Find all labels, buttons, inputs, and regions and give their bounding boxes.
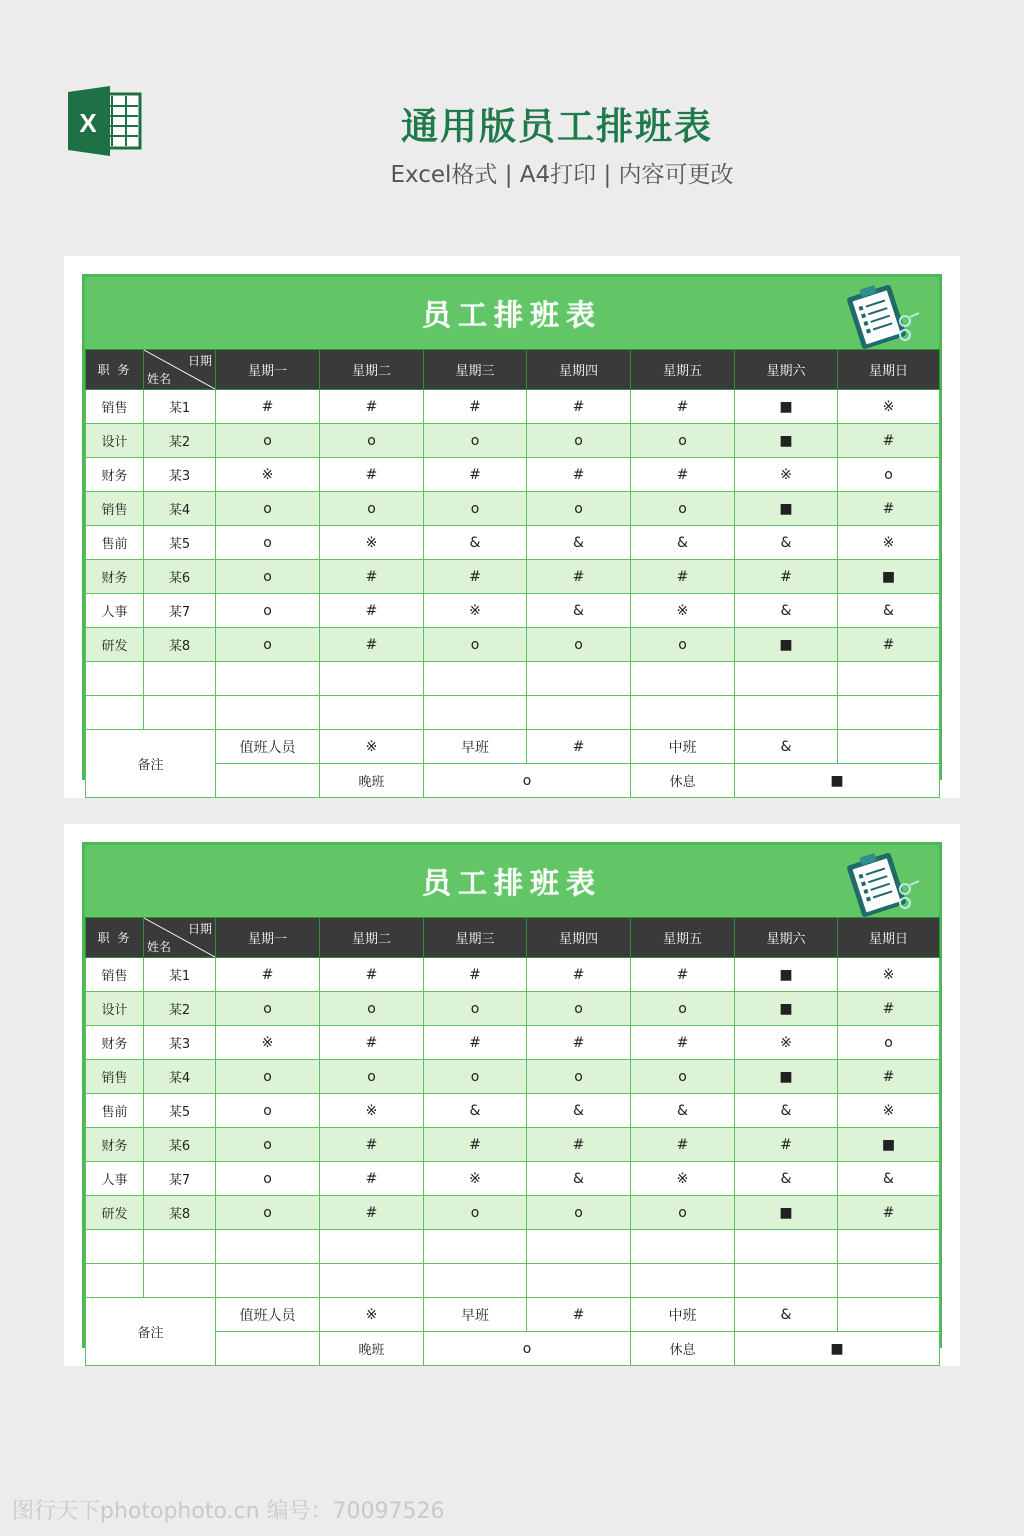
table-row <box>86 1162 940 1196</box>
notes-cell: 早班 <box>424 730 527 764</box>
shift-cell: # <box>838 992 940 1026</box>
shift-cell: ※ <box>735 458 838 492</box>
notes-cell: & <box>735 1298 838 1332</box>
table-row <box>86 390 940 424</box>
shift-cell: # <box>424 1128 527 1162</box>
shift-cell: ■ <box>735 492 838 526</box>
shift-cell: o <box>631 628 735 662</box>
empty-cell <box>838 1264 940 1298</box>
day-header: 星期日 <box>838 350 940 390</box>
shift-cell: # <box>320 958 424 992</box>
shift-cell: ※ <box>838 1094 940 1128</box>
name-cell: 某4 <box>144 492 216 526</box>
table-row <box>86 1196 940 1230</box>
name-cell: 某1 <box>144 958 216 992</box>
clipboard-icon <box>839 281 921 347</box>
empty-cell <box>527 1264 631 1298</box>
table-row <box>86 1094 940 1128</box>
name-cell: 某3 <box>144 458 216 492</box>
schedule-card-1 <box>64 256 960 798</box>
notes-cell: ※ <box>320 730 424 764</box>
shift-cell: & <box>631 526 735 560</box>
shift-cell: # <box>424 390 527 424</box>
day-header: 星期一 <box>216 918 320 958</box>
shift-cell: & <box>735 1094 838 1128</box>
shift-cell: # <box>838 1196 940 1230</box>
shift-cell: o <box>527 1060 631 1094</box>
shift-cell: # <box>527 560 631 594</box>
table-row <box>86 458 940 492</box>
shift-cell: # <box>631 1128 735 1162</box>
shift-cell: ■ <box>735 958 838 992</box>
position-cell: 财务 <box>86 458 144 492</box>
shift-cell: ■ <box>735 628 838 662</box>
shift-cell: # <box>631 560 735 594</box>
position-cell: 研发 <box>86 1196 144 1230</box>
empty-cell <box>527 696 631 730</box>
shift-cell: ※ <box>631 594 735 628</box>
name-cell: 某5 <box>144 1094 216 1128</box>
shift-cell: o <box>320 1060 424 1094</box>
notes-cell <box>216 764 320 798</box>
notes-cell: 中班 <box>631 1298 735 1332</box>
schedule-rows <box>86 390 940 798</box>
sheet-title: 员工排班表 <box>421 865 602 900</box>
shift-cell: # <box>320 458 424 492</box>
shift-cell: & <box>631 1094 735 1128</box>
empty-row <box>86 662 940 696</box>
shift-cell: # <box>631 1026 735 1060</box>
name-cell: 某8 <box>144 628 216 662</box>
shift-cell: o <box>320 424 424 458</box>
table-row <box>86 594 940 628</box>
name-cell: 某7 <box>144 594 216 628</box>
position-cell: 人事 <box>86 1162 144 1196</box>
empty-cell <box>838 662 940 696</box>
empty-row <box>86 696 940 730</box>
shift-cell: # <box>424 1026 527 1060</box>
schedule-rows <box>86 958 940 1366</box>
shift-cell: & <box>838 1162 940 1196</box>
shift-cell: o <box>424 628 527 662</box>
shift-cell: # <box>320 594 424 628</box>
shift-cell: ※ <box>838 526 940 560</box>
empty-cell <box>216 1264 320 1298</box>
corner-date-label: 日期 <box>187 922 212 936</box>
empty-cell <box>320 1230 424 1264</box>
position-cell: 销售 <box>86 390 144 424</box>
position-cell: 售前 <box>86 526 144 560</box>
notes-cell: 值班人员 <box>216 730 320 764</box>
shift-cell: & <box>424 1094 527 1128</box>
position-cell: 财务 <box>86 560 144 594</box>
day-header-row <box>86 918 940 958</box>
shift-cell: o <box>216 992 320 1026</box>
shift-cell: o <box>631 1060 735 1094</box>
table-row <box>86 1060 940 1094</box>
notes-cell: 休息 <box>631 764 735 798</box>
shift-cell: ■ <box>735 992 838 1026</box>
shift-cell: # <box>838 492 940 526</box>
corner-date-label: 日期 <box>187 354 212 368</box>
shift-cell: o <box>527 992 631 1026</box>
table-row <box>86 958 940 992</box>
shift-cell: # <box>320 628 424 662</box>
shift-cell: o <box>320 492 424 526</box>
empty-cell <box>216 662 320 696</box>
shift-cell: # <box>320 1026 424 1060</box>
day-header: 星期五 <box>631 918 735 958</box>
name-cell: 某8 <box>144 1196 216 1230</box>
empty-cell <box>735 696 838 730</box>
schedule-table <box>85 917 940 1366</box>
shift-cell: # <box>838 1060 940 1094</box>
notes-cell: 早班 <box>424 1298 527 1332</box>
shift-cell: # <box>320 560 424 594</box>
shift-cell: ※ <box>216 458 320 492</box>
shift-cell: & <box>735 526 838 560</box>
day-header: 星期二 <box>320 918 424 958</box>
shift-cell: o <box>424 1060 527 1094</box>
shift-cell: # <box>424 958 527 992</box>
empty-cell <box>86 662 144 696</box>
notes-cell <box>216 1332 320 1366</box>
shift-cell: & <box>527 594 631 628</box>
shift-cell: o <box>527 1196 631 1230</box>
table-row <box>86 424 940 458</box>
shift-cell: ■ <box>735 1060 838 1094</box>
shift-cell: o <box>631 424 735 458</box>
sheet-header <box>85 277 939 349</box>
shift-cell: & <box>838 594 940 628</box>
empty-cell <box>320 696 424 730</box>
shift-cell: ※ <box>320 1094 424 1128</box>
shift-cell: o <box>631 1196 735 1230</box>
position-cell: 财务 <box>86 1026 144 1060</box>
day-header: 星期六 <box>735 918 838 958</box>
table-row <box>86 1026 940 1060</box>
empty-row <box>86 1230 940 1264</box>
shift-cell: ※ <box>631 1162 735 1196</box>
empty-cell <box>86 1264 144 1298</box>
empty-cell <box>320 1264 424 1298</box>
shift-cell: o <box>424 424 527 458</box>
shift-cell: # <box>631 458 735 492</box>
notes-cell: & <box>735 730 838 764</box>
page-subtitle: Excel格式 | A4打印 | 内容可更改 <box>390 162 734 188</box>
name-cell: 某6 <box>144 560 216 594</box>
shift-cell: ■ <box>735 1196 838 1230</box>
empty-cell <box>527 1230 631 1264</box>
position-cell: 财务 <box>86 1128 144 1162</box>
shift-cell: # <box>320 1196 424 1230</box>
corner-header <box>144 918 216 958</box>
sheet-title: 员工排班表 <box>421 297 602 332</box>
shift-cell: & <box>735 1162 838 1196</box>
day-header: 星期四 <box>527 918 631 958</box>
shift-cell: o <box>216 594 320 628</box>
corner-header <box>144 350 216 390</box>
day-header: 星期三 <box>424 350 527 390</box>
empty-cell <box>631 662 735 696</box>
shift-cell: o <box>216 424 320 458</box>
schedule-sheet <box>82 274 942 790</box>
empty-cell <box>86 696 144 730</box>
position-cell: 人事 <box>86 594 144 628</box>
empty-cell <box>631 696 735 730</box>
notes-label: 备注 <box>86 730 216 798</box>
name-cell: 某3 <box>144 1026 216 1060</box>
name-cell: 某2 <box>144 424 216 458</box>
position-cell: 研发 <box>86 628 144 662</box>
notes-label: 备注 <box>86 1298 216 1366</box>
shift-cell: ※ <box>424 1162 527 1196</box>
shift-cell: # <box>424 560 527 594</box>
empty-cell <box>424 1264 527 1298</box>
shift-cell: # <box>527 958 631 992</box>
shift-cell: & <box>527 526 631 560</box>
name-cell: 某5 <box>144 526 216 560</box>
position-cell: 销售 <box>86 1060 144 1094</box>
shift-cell: # <box>424 458 527 492</box>
empty-cell <box>424 696 527 730</box>
notes-cell <box>838 1298 940 1332</box>
empty-cell <box>735 1264 838 1298</box>
empty-cell <box>735 662 838 696</box>
shift-cell: ■ <box>838 560 940 594</box>
day-header: 星期三 <box>424 918 527 958</box>
page-title: 通用版员工排班表 <box>401 105 713 148</box>
day-header: 星期一 <box>216 350 320 390</box>
notes-cell: 晚班 <box>320 1332 424 1366</box>
shift-cell: # <box>320 1162 424 1196</box>
shift-cell: # <box>838 424 940 458</box>
empty-cell <box>216 696 320 730</box>
shift-cell: & <box>527 1162 631 1196</box>
shift-cell: # <box>527 1026 631 1060</box>
position-header: 职 务 <box>86 350 144 390</box>
empty-cell <box>144 1230 216 1264</box>
empty-cell <box>144 662 216 696</box>
shift-cell: ■ <box>735 424 838 458</box>
empty-cell <box>838 696 940 730</box>
notes-cell: 晚班 <box>320 764 424 798</box>
shift-cell: # <box>320 1128 424 1162</box>
shift-cell: ※ <box>320 526 424 560</box>
shift-cell: o <box>216 1162 320 1196</box>
shift-cell: o <box>424 1196 527 1230</box>
empty-cell <box>424 1230 527 1264</box>
table-row <box>86 992 940 1026</box>
shift-cell: o <box>216 1196 320 1230</box>
shift-cell: o <box>216 526 320 560</box>
shift-cell: # <box>527 458 631 492</box>
shift-cell: o <box>216 560 320 594</box>
shift-cell: # <box>216 390 320 424</box>
shift-cell: ■ <box>838 1128 940 1162</box>
shift-cell: ※ <box>216 1026 320 1060</box>
notes-cell: 值班人员 <box>216 1298 320 1332</box>
shift-cell: o <box>527 424 631 458</box>
shift-cell: # <box>631 958 735 992</box>
shift-cell: # <box>216 958 320 992</box>
empty-cell <box>631 1264 735 1298</box>
day-header: 星期五 <box>631 350 735 390</box>
shift-cell: o <box>424 992 527 1026</box>
shift-cell: o <box>216 1094 320 1128</box>
shift-cell: o <box>527 492 631 526</box>
notes-row <box>86 730 940 764</box>
empty-cell <box>216 1230 320 1264</box>
shift-cell: o <box>838 1026 940 1060</box>
schedule-table <box>85 349 940 798</box>
notes-cell: 中班 <box>631 730 735 764</box>
day-header: 星期二 <box>320 350 424 390</box>
shift-cell: # <box>527 1128 631 1162</box>
empty-cell <box>838 1230 940 1264</box>
notes-cell: # <box>527 1298 631 1332</box>
shift-cell: ※ <box>838 958 940 992</box>
notes-cell <box>838 730 940 764</box>
shift-cell: o <box>216 492 320 526</box>
shift-cell: ※ <box>735 1026 838 1060</box>
empty-cell <box>144 1264 216 1298</box>
day-header: 星期六 <box>735 350 838 390</box>
shift-cell: ■ <box>735 390 838 424</box>
name-cell: 某4 <box>144 1060 216 1094</box>
position-cell: 销售 <box>86 958 144 992</box>
shift-cell: & <box>527 1094 631 1128</box>
day-header-row <box>86 350 940 390</box>
empty-row <box>86 1264 940 1298</box>
position-cell: 设计 <box>86 992 144 1026</box>
shift-cell: o <box>631 492 735 526</box>
empty-cell <box>527 662 631 696</box>
notes-row <box>86 1298 940 1332</box>
shift-cell: # <box>735 560 838 594</box>
shift-cell: o <box>424 492 527 526</box>
shift-cell: # <box>527 390 631 424</box>
empty-cell <box>631 1230 735 1264</box>
schedule-card-2 <box>64 824 960 1366</box>
empty-cell <box>144 696 216 730</box>
shift-cell: # <box>735 1128 838 1162</box>
shift-cell: ※ <box>424 594 527 628</box>
schedule-sheet <box>82 842 942 1358</box>
shift-cell: & <box>424 526 527 560</box>
notes-cell: ■ <box>735 1332 940 1366</box>
table-row <box>86 526 940 560</box>
empty-cell <box>735 1230 838 1264</box>
notes-cell: # <box>527 730 631 764</box>
position-cell: 销售 <box>86 492 144 526</box>
table-row <box>86 628 940 662</box>
sheet-header <box>85 845 939 917</box>
watermark: 图行天下photophoto.cn 编号：70097526 <box>12 1499 445 1524</box>
name-cell: 某6 <box>144 1128 216 1162</box>
empty-cell <box>424 662 527 696</box>
corner-name-label: 姓名 <box>147 940 172 954</box>
logo-letter: X <box>79 108 97 138</box>
notes-cell: ■ <box>735 764 940 798</box>
empty-cell <box>320 662 424 696</box>
shift-cell: o <box>216 628 320 662</box>
shift-cell: o <box>631 992 735 1026</box>
name-cell: 某7 <box>144 1162 216 1196</box>
name-cell: 某2 <box>144 992 216 1026</box>
notes-cell: 休息 <box>631 1332 735 1366</box>
shift-cell: o <box>216 1060 320 1094</box>
clipboard-icon <box>839 849 921 915</box>
shift-cell: o <box>320 992 424 1026</box>
notes-cell: o <box>424 1332 631 1366</box>
notes-cell: ※ <box>320 1298 424 1332</box>
shift-cell: & <box>735 594 838 628</box>
name-cell: 某1 <box>144 390 216 424</box>
empty-cell <box>86 1230 144 1264</box>
day-header: 星期四 <box>527 350 631 390</box>
position-header: 职 务 <box>86 918 144 958</box>
day-header: 星期日 <box>838 918 940 958</box>
shift-cell: # <box>320 390 424 424</box>
notes-cell: o <box>424 764 631 798</box>
position-cell: 设计 <box>86 424 144 458</box>
shift-cell: # <box>838 628 940 662</box>
table-row <box>86 492 940 526</box>
shift-cell: ※ <box>838 390 940 424</box>
position-cell: 售前 <box>86 1094 144 1128</box>
shift-cell: o <box>527 628 631 662</box>
table-row <box>86 1128 940 1162</box>
corner-name-label: 姓名 <box>147 372 172 386</box>
shift-cell: o <box>216 1128 320 1162</box>
shift-cell: # <box>631 390 735 424</box>
table-row <box>86 560 940 594</box>
shift-cell: o <box>838 458 940 492</box>
